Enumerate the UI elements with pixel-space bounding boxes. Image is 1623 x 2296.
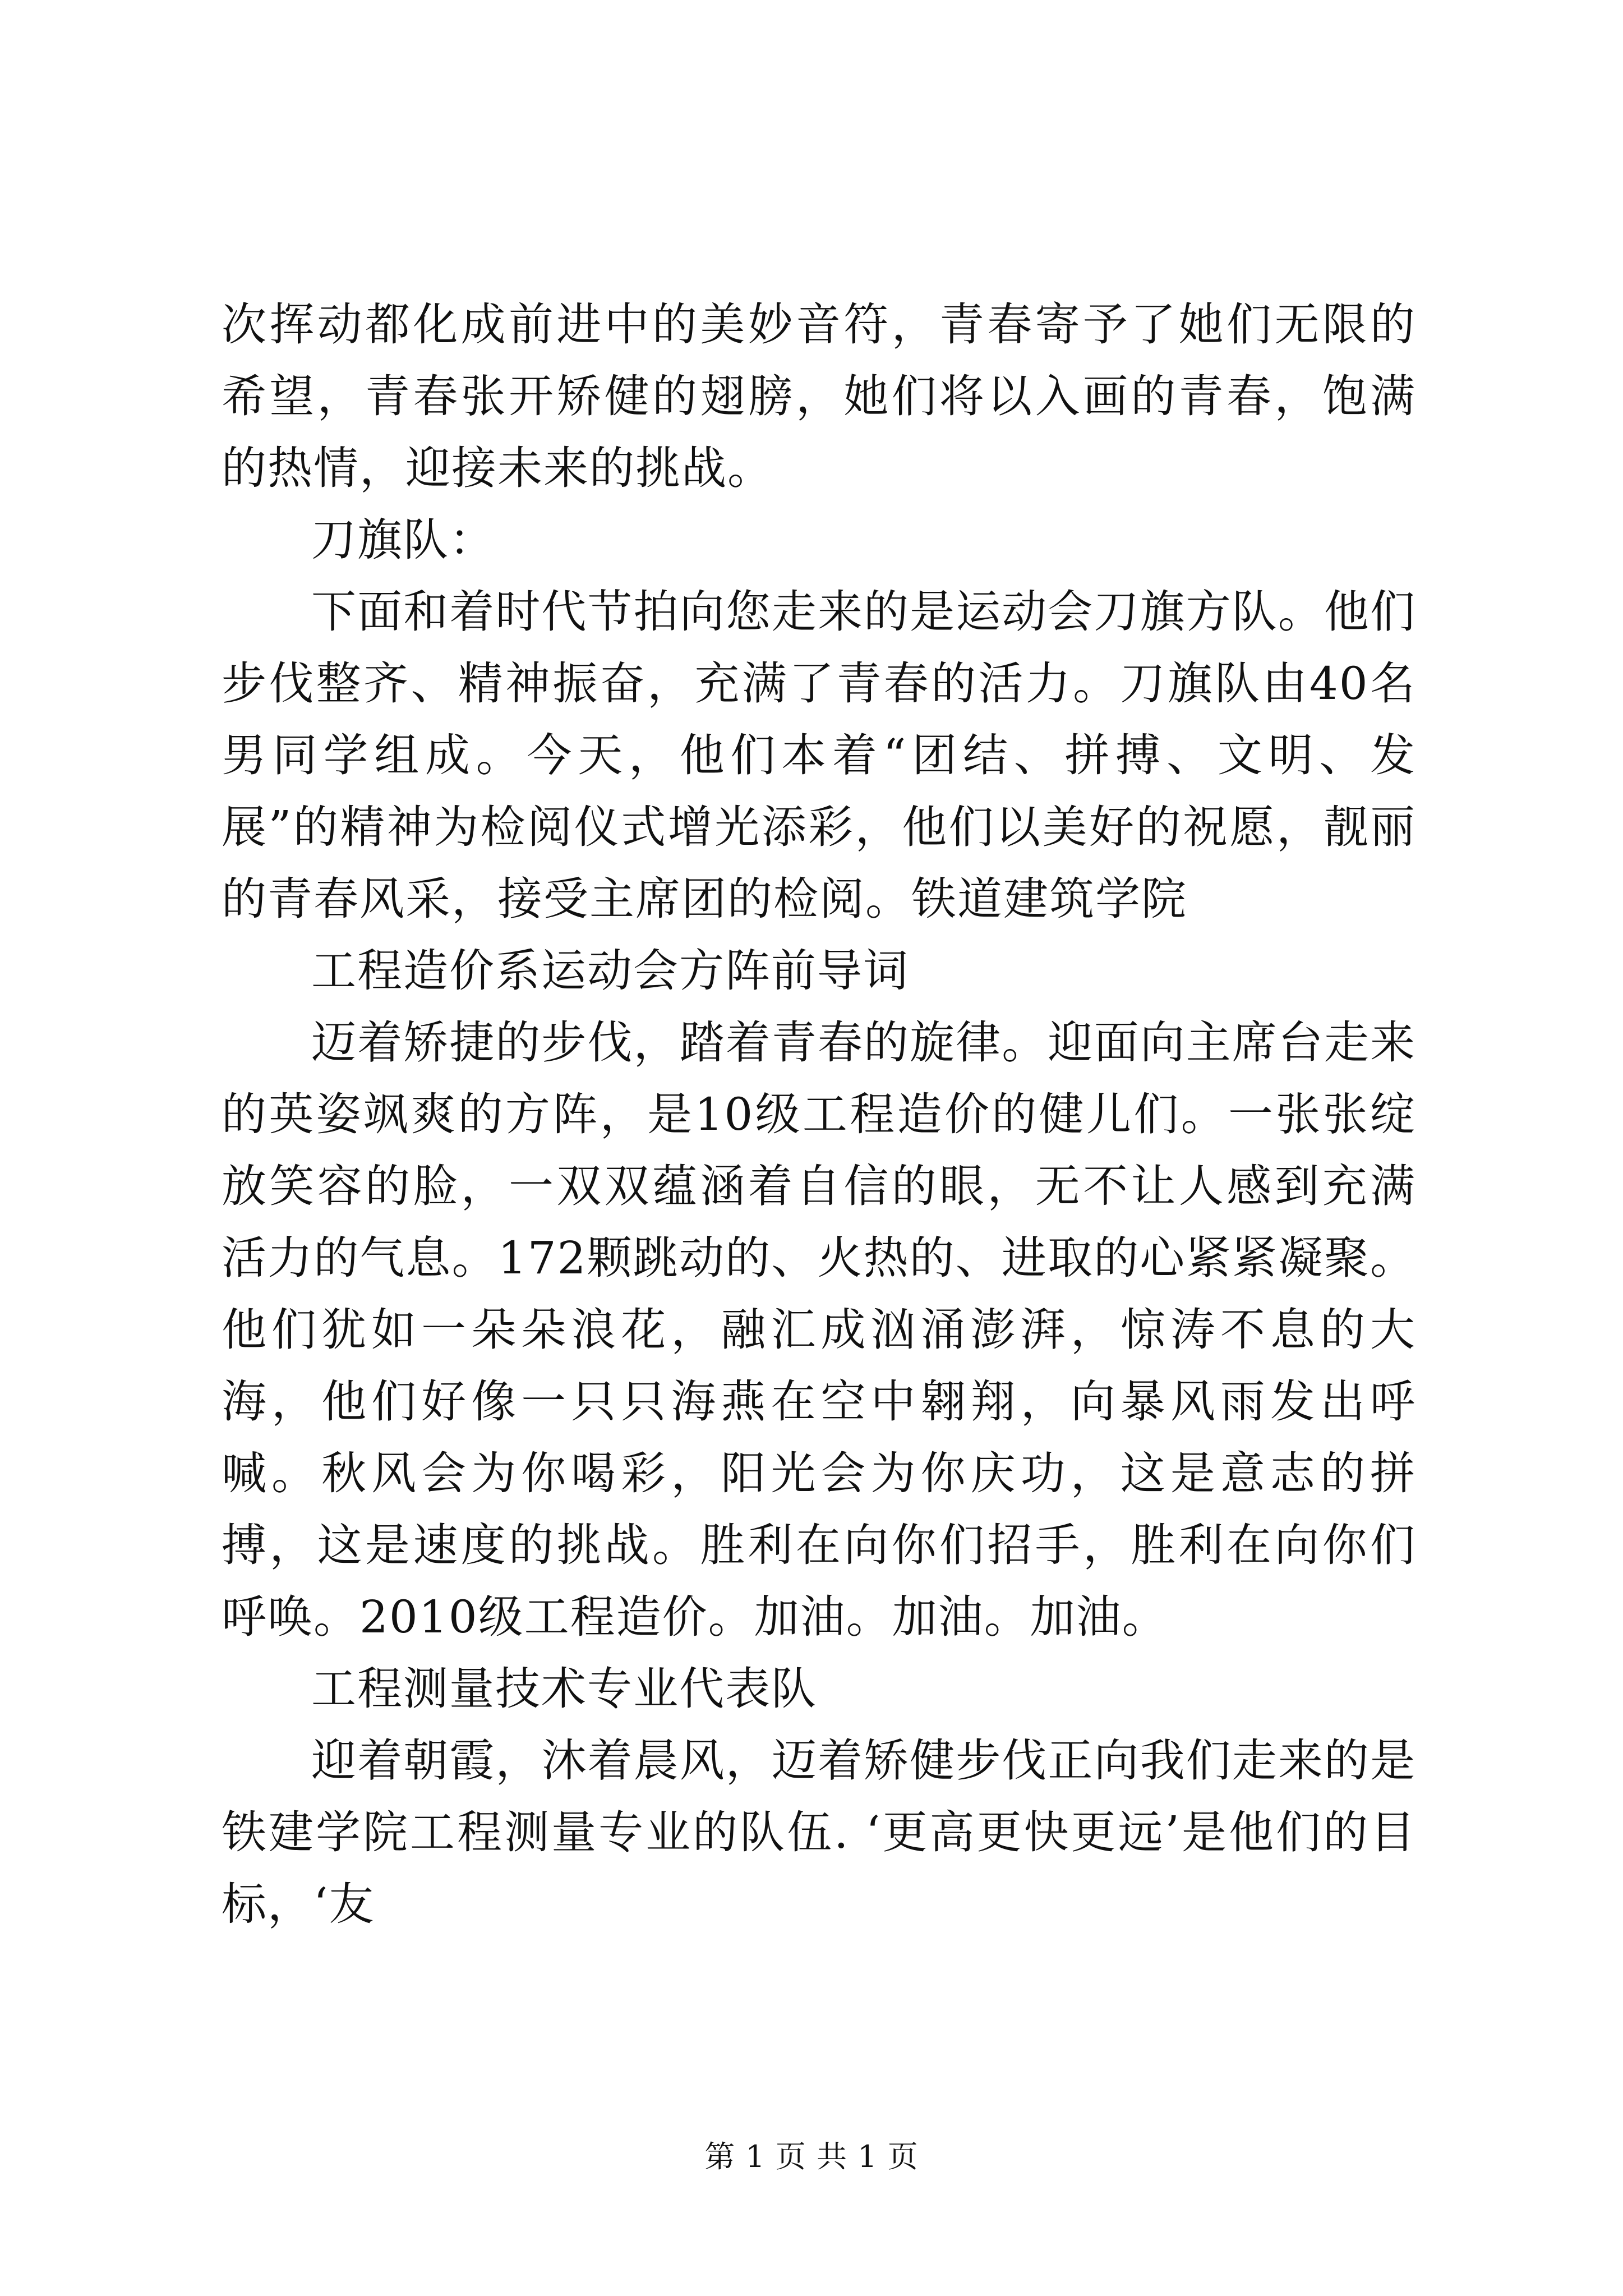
page-number-footer: 第 1 页 共 1 页 xyxy=(704,2139,919,2174)
heading-surveying-team: 工程测量技术专业代表队 xyxy=(311,1663,817,1715)
paragraph-continuation: 次挥动都化成前进中的美妙音符，青春寄予了她们无限的希望，青春张开矫健的翅膀，她们将以入画的青春，饱满的热情，迎接未来的挑战。 xyxy=(222,298,1416,494)
document-body xyxy=(222,289,1416,1940)
heading-cost-engineering: 工程造价系运动会方阵前导词 xyxy=(311,945,909,997)
paragraph-surveying-team: 迎着朝霞，沐着晨风，迈着矫健步伐正向我们走来的是铁建学院工程测量专业的队伍. ‘更高更快更远’是他们的目标，‘友 xyxy=(222,1734,1416,1930)
paragraph-flag-team: 下面和着时代节拍向您走来的是运动会刀旗方队。他们步伐整齐、精神振奋，充满了青春的活力。刀旗队由40名男同学组成。今天，他们本着“团结、拼搏、文明、发展”的精神为检阅仪式增光添彩，他们以美好的祝愿，靓丽的青春风采，接受主席团的检阅。铁道建筑学院 xyxy=(222,586,1416,925)
paragraph-cost-engineering: 迈着矫捷的步伐，踏着青春的旋律。迎面向主席台走来的英姿飒爽的方阵，是10级工程造价的健儿们。一张张绽放笑容的脸，一双双蕴涵着自信的眼，无不让人感到充满活力的气息。172颗跳动的、火热的、进取的心紧紧凝聚。他们犹如一朵朵浪花，融汇成汹涌澎湃，惊涛不息的大海，他们好像一只只海燕在空中翱翔，向暴风雨发出呼喊。秋风会为你喝彩，阳光会为你庆功，这是意志的拼搏，这是速度的挑战。胜利在向你们招手，胜利在向你们呼唤。2010级工程造价。加油。加油。加油。 xyxy=(222,1016,1416,1643)
heading-flag-team: 刀旗队： xyxy=(311,514,495,566)
